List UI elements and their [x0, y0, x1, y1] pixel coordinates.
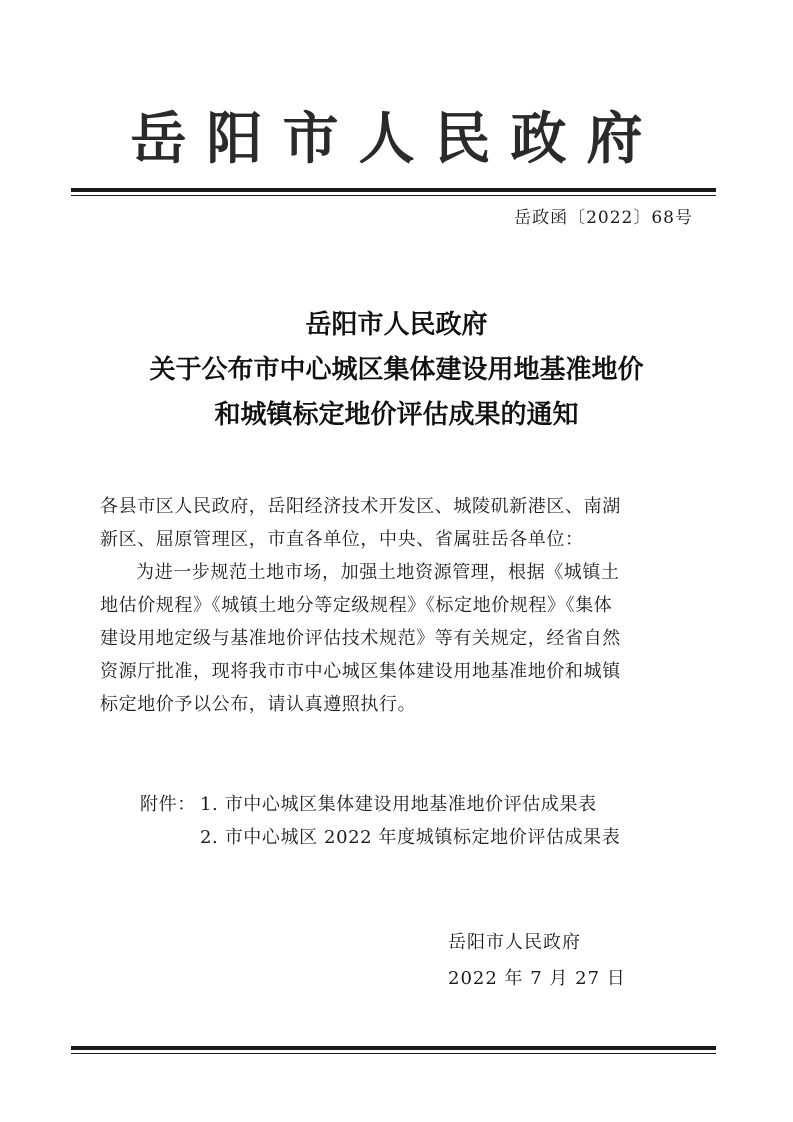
attachment-item-2: 2. 市中心城区 2022 年度城镇标定地价评估成果表 — [200, 827, 621, 848]
paragraph-line-1: 为进一步规范土地市场，加强土地资源管理，根据《城镇土 — [136, 562, 620, 583]
document-number: 岳政函〔2022〕68号 — [514, 208, 693, 228]
footer-divider — [71, 1046, 716, 1054]
title-line-1: 岳阳市人民政府 — [305, 310, 488, 340]
body-paragraph — [100, 556, 694, 721]
notice-title — [0, 303, 793, 438]
signature-block — [448, 925, 626, 997]
salutation-line-2: 新区、屈原管理区，市直各单位，中央、省属驻岳各单位： — [100, 529, 584, 550]
salutation — [100, 490, 694, 556]
header-divider — [71, 188, 716, 196]
salutation-line-1: 各县市区人民政府，岳阳经济技术开发区、城陵矶新港区、南湖 — [100, 496, 621, 517]
masthead-title: 岳阳市人民政府 — [130, 106, 663, 172]
title-line-3: 和城镇标定地价评估成果的通知 — [214, 400, 579, 430]
paragraph-line-3: 建设用地定级与基准地价评估技术规范》等有关规定，经省自然 — [100, 628, 621, 649]
attachment-item-1: 1. 市中心城区集体建设用地基准地价评估成果表 — [200, 794, 597, 815]
paragraph-line-5: 标定地价予以公布，请认真遵照执行。 — [100, 694, 417, 715]
attachments-label: 附件： — [140, 794, 196, 815]
paragraph-line-2: 地估价规程》《城镇土地分等定级规程》《标定地价规程》《集体 — [100, 595, 613, 616]
title-line-2: 关于公布市中心城区集体建设用地基准地价 — [149, 355, 644, 385]
paragraph-line-4: 资源厅批准，现将我市市中心城区集体建设用地基准地价和城镇 — [100, 661, 621, 682]
issuer-name: 岳阳市人民政府 — [448, 932, 581, 953]
attachments-list — [140, 788, 620, 854]
issue-date: 2022 年 7 月 27 日 — [448, 968, 626, 989]
